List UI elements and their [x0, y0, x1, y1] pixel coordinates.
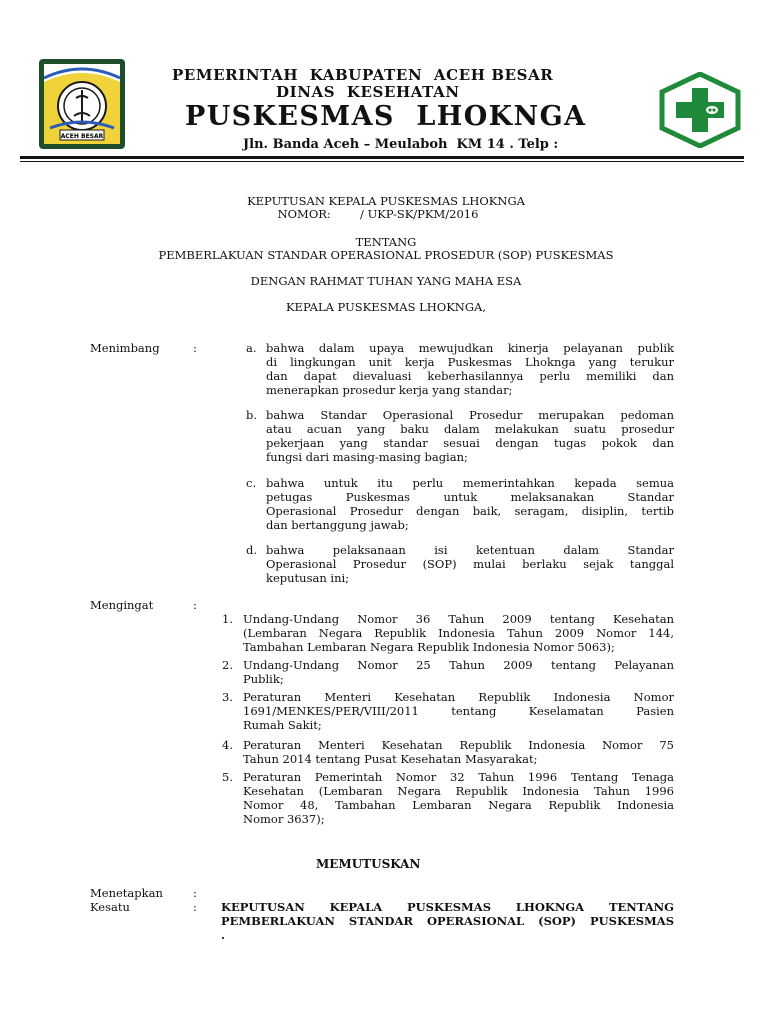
mengingat-item-3: Peraturan Menteri Kesehatan Republik Indonesia Nomor 1691/MENKES/PER/VIII/2011 tentang Keselamatan Pasien Rumah Sakit;: [243, 690, 674, 732]
decree-rahmat: DENGAN RAHMAT TUHAN YANG MAHA ESA: [250, 274, 522, 288]
mengingat-marker: 4.: [222, 738, 233, 752]
menimbang-item-b: bahwa Standar Operasional Prosedur merupakan pedoman atau acuan yang baku dalam melakukan suatu prosedur pekerjaan yang standar sesuai dengan tugas pokok dan fungsi dari masing-masing bagian;: [266, 408, 674, 464]
menimbang-label: Menimbang: [90, 341, 160, 355]
letterhead-rule-thin: [20, 161, 744, 162]
letterhead-government: PEMERINTAH KABUPATEN ACEH BESAR: [172, 66, 554, 84]
memutuskan-heading: MEMUTUSKAN: [316, 857, 421, 871]
letterhead-address: Jln. Banda Aceh – Meulaboh KM 14 . Telp :: [243, 137, 559, 152]
menimbang-colon: :: [193, 341, 197, 355]
mengingat-item-4: Peraturan Menteri Kesehatan Republik Indonesia Nomor 75 Tahun 2014 tentang Pusat Kesehatan Masyarakat;: [243, 738, 674, 766]
menimbang-item-d: bahwa pelaksanaan isi ketentuan dalam Standar Operasional Prosedur (SOP) mulai berlaku sejak tanggal keputusan ini;: [266, 543, 674, 585]
mengingat-marker: 2.: [222, 658, 233, 672]
kesatu-text: KEPUTUSAN KEPALA PUSKESMAS LHOKNGA TENTANG PEMBERLAKUAN STANDAR OPERASIONAL (SOP) PUSKESMAS .: [221, 900, 674, 942]
decree-subject: PEMBERLAKUAN STANDAR OPERASIONAL PROSEDUR (SOP) PUSKESMAS: [158, 248, 614, 262]
letterhead-rule-thick: [20, 156, 744, 159]
health-cross-logo-icon: [654, 72, 746, 148]
mengingat-label: Mengingat: [90, 598, 154, 612]
mengingat-item-1: Undang-Undang Nomor 36 Tahun 2009 tentang Kesehatan (Lembaran Negara Republik Indonesia Tahun 2009 Nomor 144, Tambahan Lembaran Negara Republik Indonesia Nomor 5063);: [243, 612, 674, 654]
menetapkan-colon: :: [193, 886, 197, 900]
mengingat-marker: 1.: [222, 612, 233, 626]
menimbang-marker: c.: [246, 476, 257, 490]
menetapkan-label: Menetapkan: [90, 886, 163, 900]
aceh-besar-seal-icon: [38, 58, 126, 150]
mengingat-colon: :: [193, 598, 197, 612]
mengingat-marker: 3.: [222, 690, 233, 704]
mengingat-item-2: Undang-Undang Nomor 25 Tahun 2009 tentang Pelayanan Publik;: [243, 658, 674, 686]
seal-text: ACEH BESAR: [60, 133, 104, 140]
menimbang-item-a: bahwa dalam upaya mewujudkan kinerja pelayanan publik di lingkungan unit kerja Puskesmas Lhoknga yang terukur dan dapat dievaluasi keberhasilannya perlu memiliki dan menerapkan prosedur kerja yang standar;: [266, 341, 674, 397]
decree-number: NOMOR: / UKP-SK/PKM/2016: [277, 207, 479, 221]
letterhead-institution: PUSKESMAS LHOKNGA: [185, 101, 587, 132]
menimbang-marker: d.: [246, 543, 258, 557]
kesatu-colon: :: [193, 900, 197, 914]
decree-kepala: KEPALA PUSKESMAS LHOKNGA,: [285, 300, 487, 314]
decree-title: KEPUTUSAN KEPALA PUSKESMAS LHOKNGA: [247, 194, 525, 208]
decree-tentang: TENTANG: [355, 235, 417, 249]
letterhead-department: DINAS KESEHATAN: [276, 83, 460, 101]
menimbang-marker: a.: [246, 341, 257, 355]
menimbang-item-c: bahwa untuk itu perlu memerintahkan kepada semua petugas Puskesmas untuk melaksanakan Standar Operasional Prosedur dengan baik, seragam, disiplin, tertib dan bertanggung jawab;: [266, 476, 674, 532]
kesatu-label: Kesatu: [90, 900, 130, 914]
mengingat-item-5: Peraturan Pemerintah Nomor 32 Tahun 1996 Tentang Tenaga Kesehatan (Lembaran Negara Republik Indonesia Tahun 1996 Nomor 48, Tambahan Lembaran Negara Republik Indonesia Nomor 3637);: [243, 770, 674, 826]
menimbang-marker: b.: [246, 408, 258, 422]
mengingat-marker: 5.: [222, 770, 233, 784]
